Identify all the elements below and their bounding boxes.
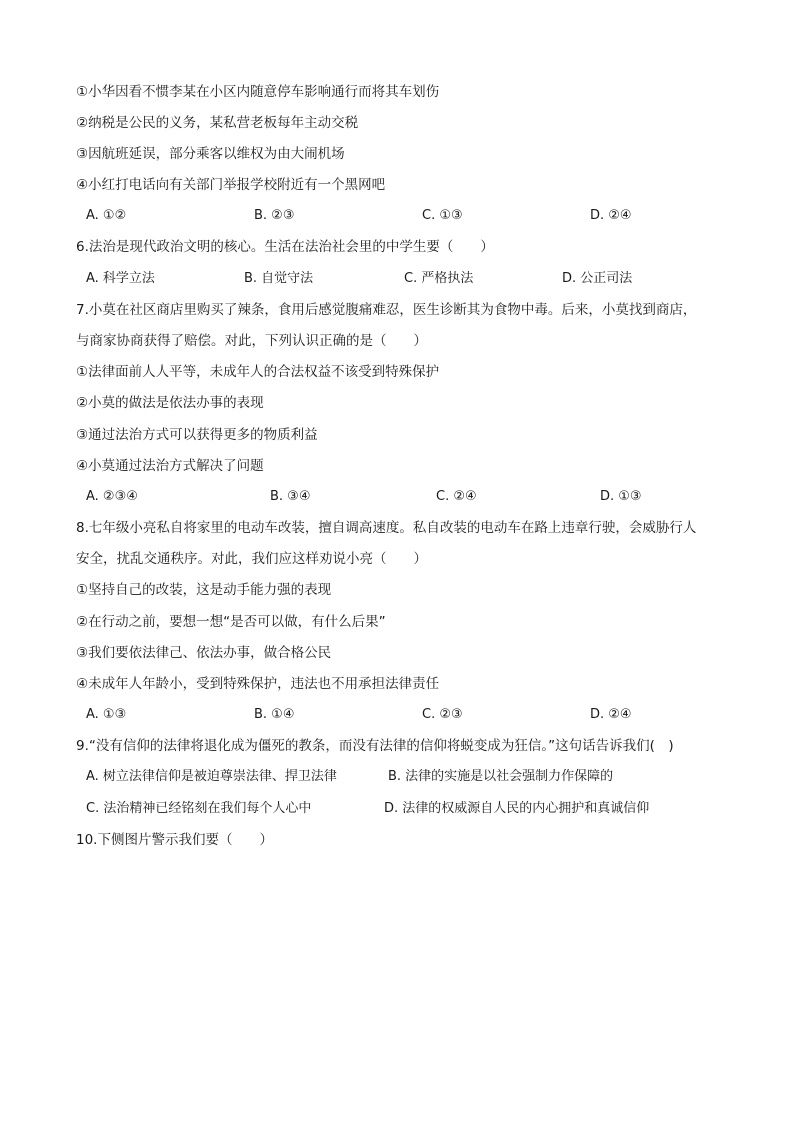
q8-statement-2: ②在行动之前，要想一想“是否可以做，有什么后果” xyxy=(76,614,386,630)
q8-option-a: A. ①③ xyxy=(86,707,127,722)
q7-statement-4: ④小莫通过法治方式解决了问题 xyxy=(76,458,264,474)
q8-stem-line-1: 8.七年级小亮私自将家里的电动车改装，擅自调高速度。私自改装的电动车在路上违章行驶，会威胁行人 xyxy=(76,520,697,536)
q6-option-c: C. 严格执法 xyxy=(404,271,474,286)
q10-stem: 10.下侧图片警示我们要（ ） xyxy=(76,832,273,848)
q6-option-b: B. 自觉守法 xyxy=(244,271,314,286)
q9-option-c: C. 法治精神已经铭刻在我们每个人心中 xyxy=(86,801,312,816)
q9-option-d: D. 法律的权威源自人民的内心拥护和真诚信仰 xyxy=(384,801,650,816)
q8-option-b: B. ①④ xyxy=(254,707,295,722)
q5-option-d: D. ②④ xyxy=(590,208,632,223)
q8-option-d: D. ②④ xyxy=(590,707,632,722)
q6-options xyxy=(86,269,726,289)
q5-option-c: C. ①③ xyxy=(422,208,463,223)
q5-statement-4: ④小红打电话向有关部门举报学校附近有一个黑网吧 xyxy=(76,177,386,193)
q8-stem-line-2: 安全，扰乱交通秩序。对此，我们应这样劝说小亮（ ） xyxy=(76,551,427,567)
q8-statement-1: ①坚持自己的改装，这是动手能力强的表现 xyxy=(76,582,332,598)
q7-option-c: C. ②④ xyxy=(436,489,477,504)
q5-options xyxy=(86,206,726,226)
q7-option-b: B. ③④ xyxy=(270,489,311,504)
q6-option-d: D. 公正司法 xyxy=(562,271,633,286)
q7-statement-1: ①法律面前人人平等，未成年人的合法权益不该受到特殊保护 xyxy=(76,364,440,380)
q9-stem: 9.“没有信仰的法律将退化成为僵死的教条，而没有法律的信仰将蜕变成为狂信。”这句话告诉我们( ) xyxy=(76,738,674,754)
q8-option-c: C. ②③ xyxy=(422,707,463,722)
q5-statement-2: ②纳税是公民的义务，某私营老板每年主动交税 xyxy=(76,115,359,131)
q7-stem-line-1: 7.小莫在社区商店里购买了辣条，食用后感觉腹痛难忍，医生诊断其为食物中毒。后来，小莫找到商店， xyxy=(76,302,697,318)
q7-statement-3: ③通过法治方式可以获得更多的物质利益 xyxy=(76,427,318,443)
q9-option-a: A. 树立法律信仰是被迫尊崇法律、捍卫法律 xyxy=(86,769,337,784)
q7-option-d: D. ①③ xyxy=(600,489,642,504)
q7-stem-line-2: 与商家协商获得了赔偿。对此，下列认识正确的是（ ） xyxy=(76,333,427,349)
q9-option-b: B. 法律的实施是以社会强制力作保障的 xyxy=(388,769,614,784)
q5-option-b: B. ②③ xyxy=(254,208,295,223)
q5-statement-3: ③因航班延误，部分乘客以维权为由大闹机场 xyxy=(76,146,345,162)
q6-stem: 6.法治是现代政治文明的核心。生活在法治社会里的中学生要（ ） xyxy=(76,239,494,255)
q8-statement-4: ④未成年人年龄小，受到特殊保护，违法也不用承担法律责任 xyxy=(76,676,440,692)
q7-options xyxy=(86,487,726,507)
q6-option-a: A. 科学立法 xyxy=(86,271,155,286)
q8-options xyxy=(86,705,726,725)
q5-statement-1: ①小华因看不惯李某在小区内随意停车影响通行而将其车划伤 xyxy=(76,84,440,100)
q7-option-a: A. ②③④ xyxy=(86,489,138,504)
q7-statement-2: ②小莫的做法是依法办事的表现 xyxy=(76,395,264,411)
q9-options-row-2 xyxy=(86,799,726,819)
q8-statement-3: ③我们要依法律己、依法办事，做合格公民 xyxy=(76,645,332,661)
q5-option-a: A. ①② xyxy=(86,208,127,223)
q9-options-row-1 xyxy=(86,767,726,787)
